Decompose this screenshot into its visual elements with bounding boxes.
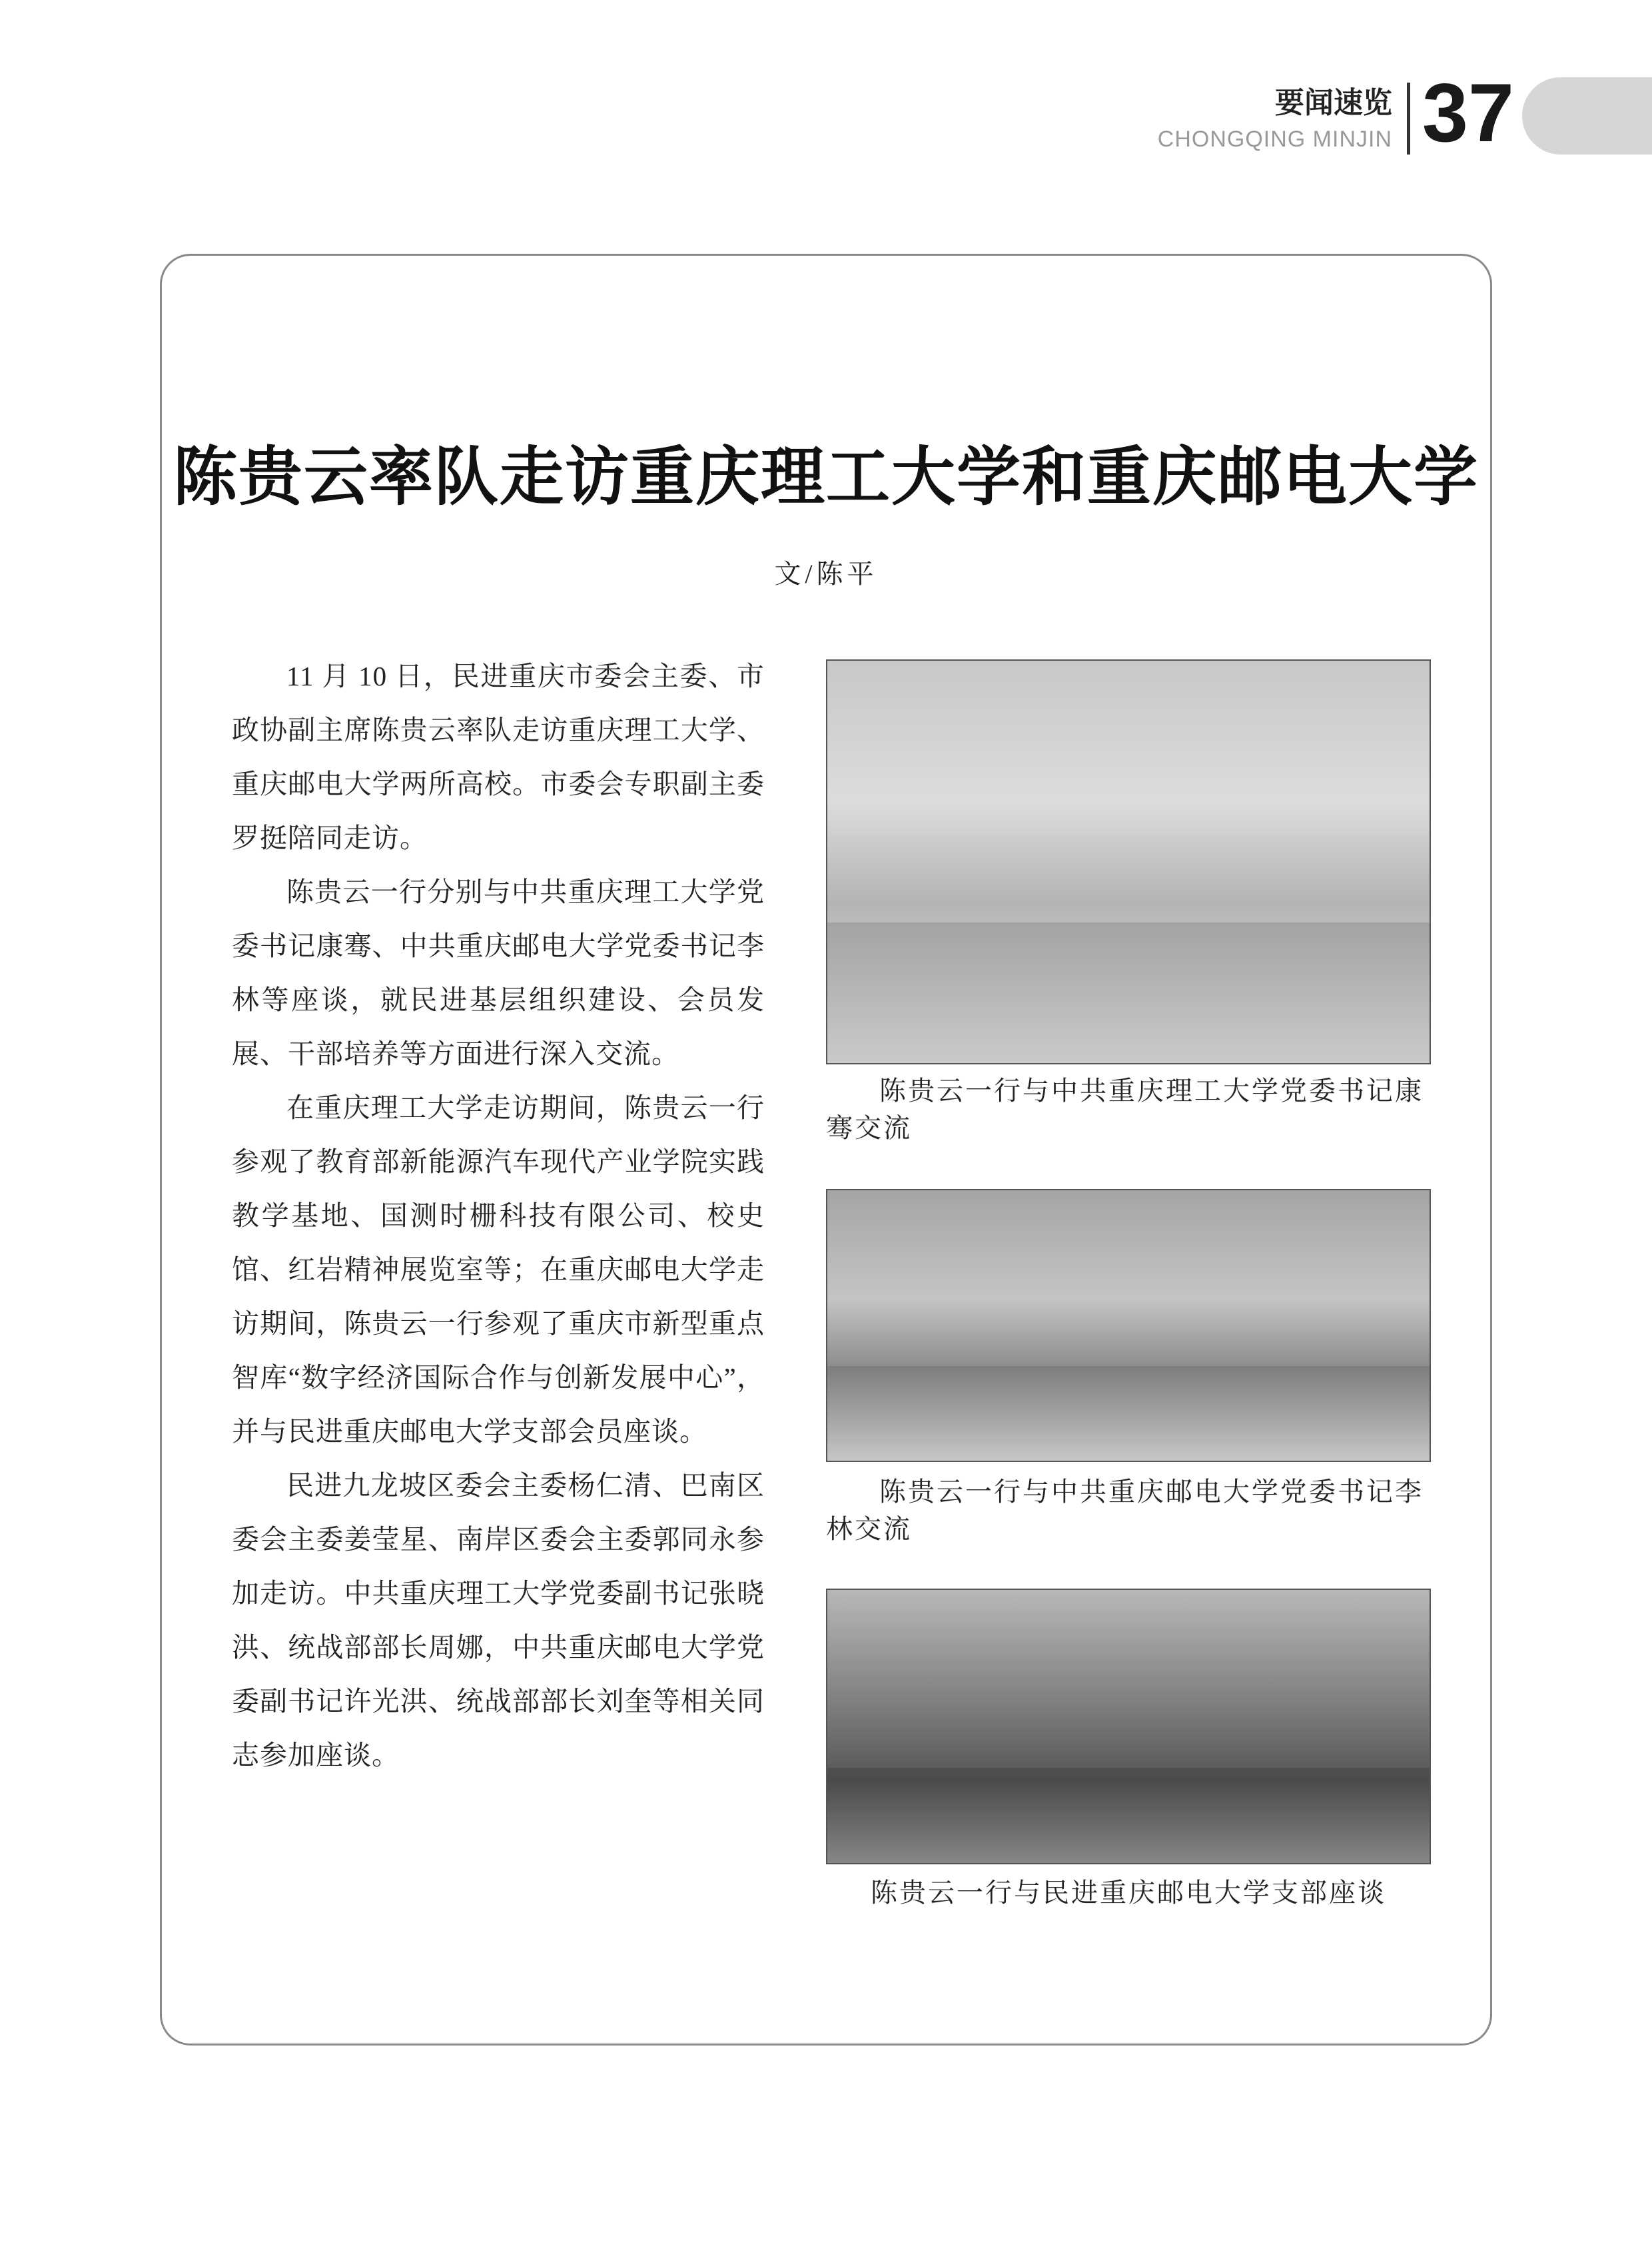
photo-shade [827, 1366, 1430, 1461]
photo-caption: 陈贵云一行与中共重庆邮电大学党委书记李林交流 [826, 1477, 1424, 1544]
photo-caption: 陈贵云一行与民进重庆邮电大学支部座谈 [871, 1878, 1386, 1908]
photo-meeting-cqut [826, 659, 1431, 1064]
photo-shade [827, 923, 1430, 1063]
body-paragraph: 11 月 10 日，民进重庆市委会主委、市政协副主席陈贵云率队走访重庆理工大学、重庆邮电大学两所高校。市委会专职副主委罗挺陪同走访。 [232, 661, 765, 853]
photo-branch-forum [826, 1589, 1431, 1864]
page-number: 37 [1422, 67, 1514, 159]
article-byline: 文/陈平 [774, 559, 878, 589]
body-paragraph: 在重庆理工大学走访期间，陈贵云一行参观了教育部新能源汽车现代产业学院实践教学基地、国测时栅科技有限公司、校史馆、红岩精神展览室等；在重庆邮电大学走访期间，陈贵云一行参观了重庆市新型重点智库“数字经济国际合作与创新发展中心”，并与民进重庆邮电大学支部会员座谈。 [232, 1092, 765, 1447]
header-divider [1407, 83, 1410, 155]
header-section-subtitle: CHONGQING MINJIN [1157, 127, 1392, 152]
header-section-title: 要闻速览 [1275, 87, 1392, 119]
body-paragraph: 民进九龙坡区委会主委杨仁清、巴南区委会主委姜莹星、南岸区委会主委郭同永参加走访。中共重庆理工大学党委副书记张晓洪、统战部部长周娜，中共重庆邮电大学党委副书记许光洪、统战部部长刘奎等相关同志参加座谈。 [232, 1470, 765, 1770]
photo-caption: 陈贵云一行与中共重庆理工大学党委书记康骞交流 [826, 1076, 1424, 1143]
article-title: 陈贵云率队走访重庆理工大学和重庆邮电大学 [173, 442, 1479, 513]
photo-meeting-cqupt [826, 1189, 1431, 1462]
header-tab [1522, 77, 1652, 155]
body-paragraph: 陈贵云一行分别与中共重庆理工大学党委书记康骞、中共重庆邮电大学党委书记李林等座谈，就民进基层组织建设、会员发展、干部培养等方面进行深入交流。 [232, 877, 765, 1069]
photo-shade [827, 1768, 1430, 1864]
article-body [232, 649, 765, 1782]
